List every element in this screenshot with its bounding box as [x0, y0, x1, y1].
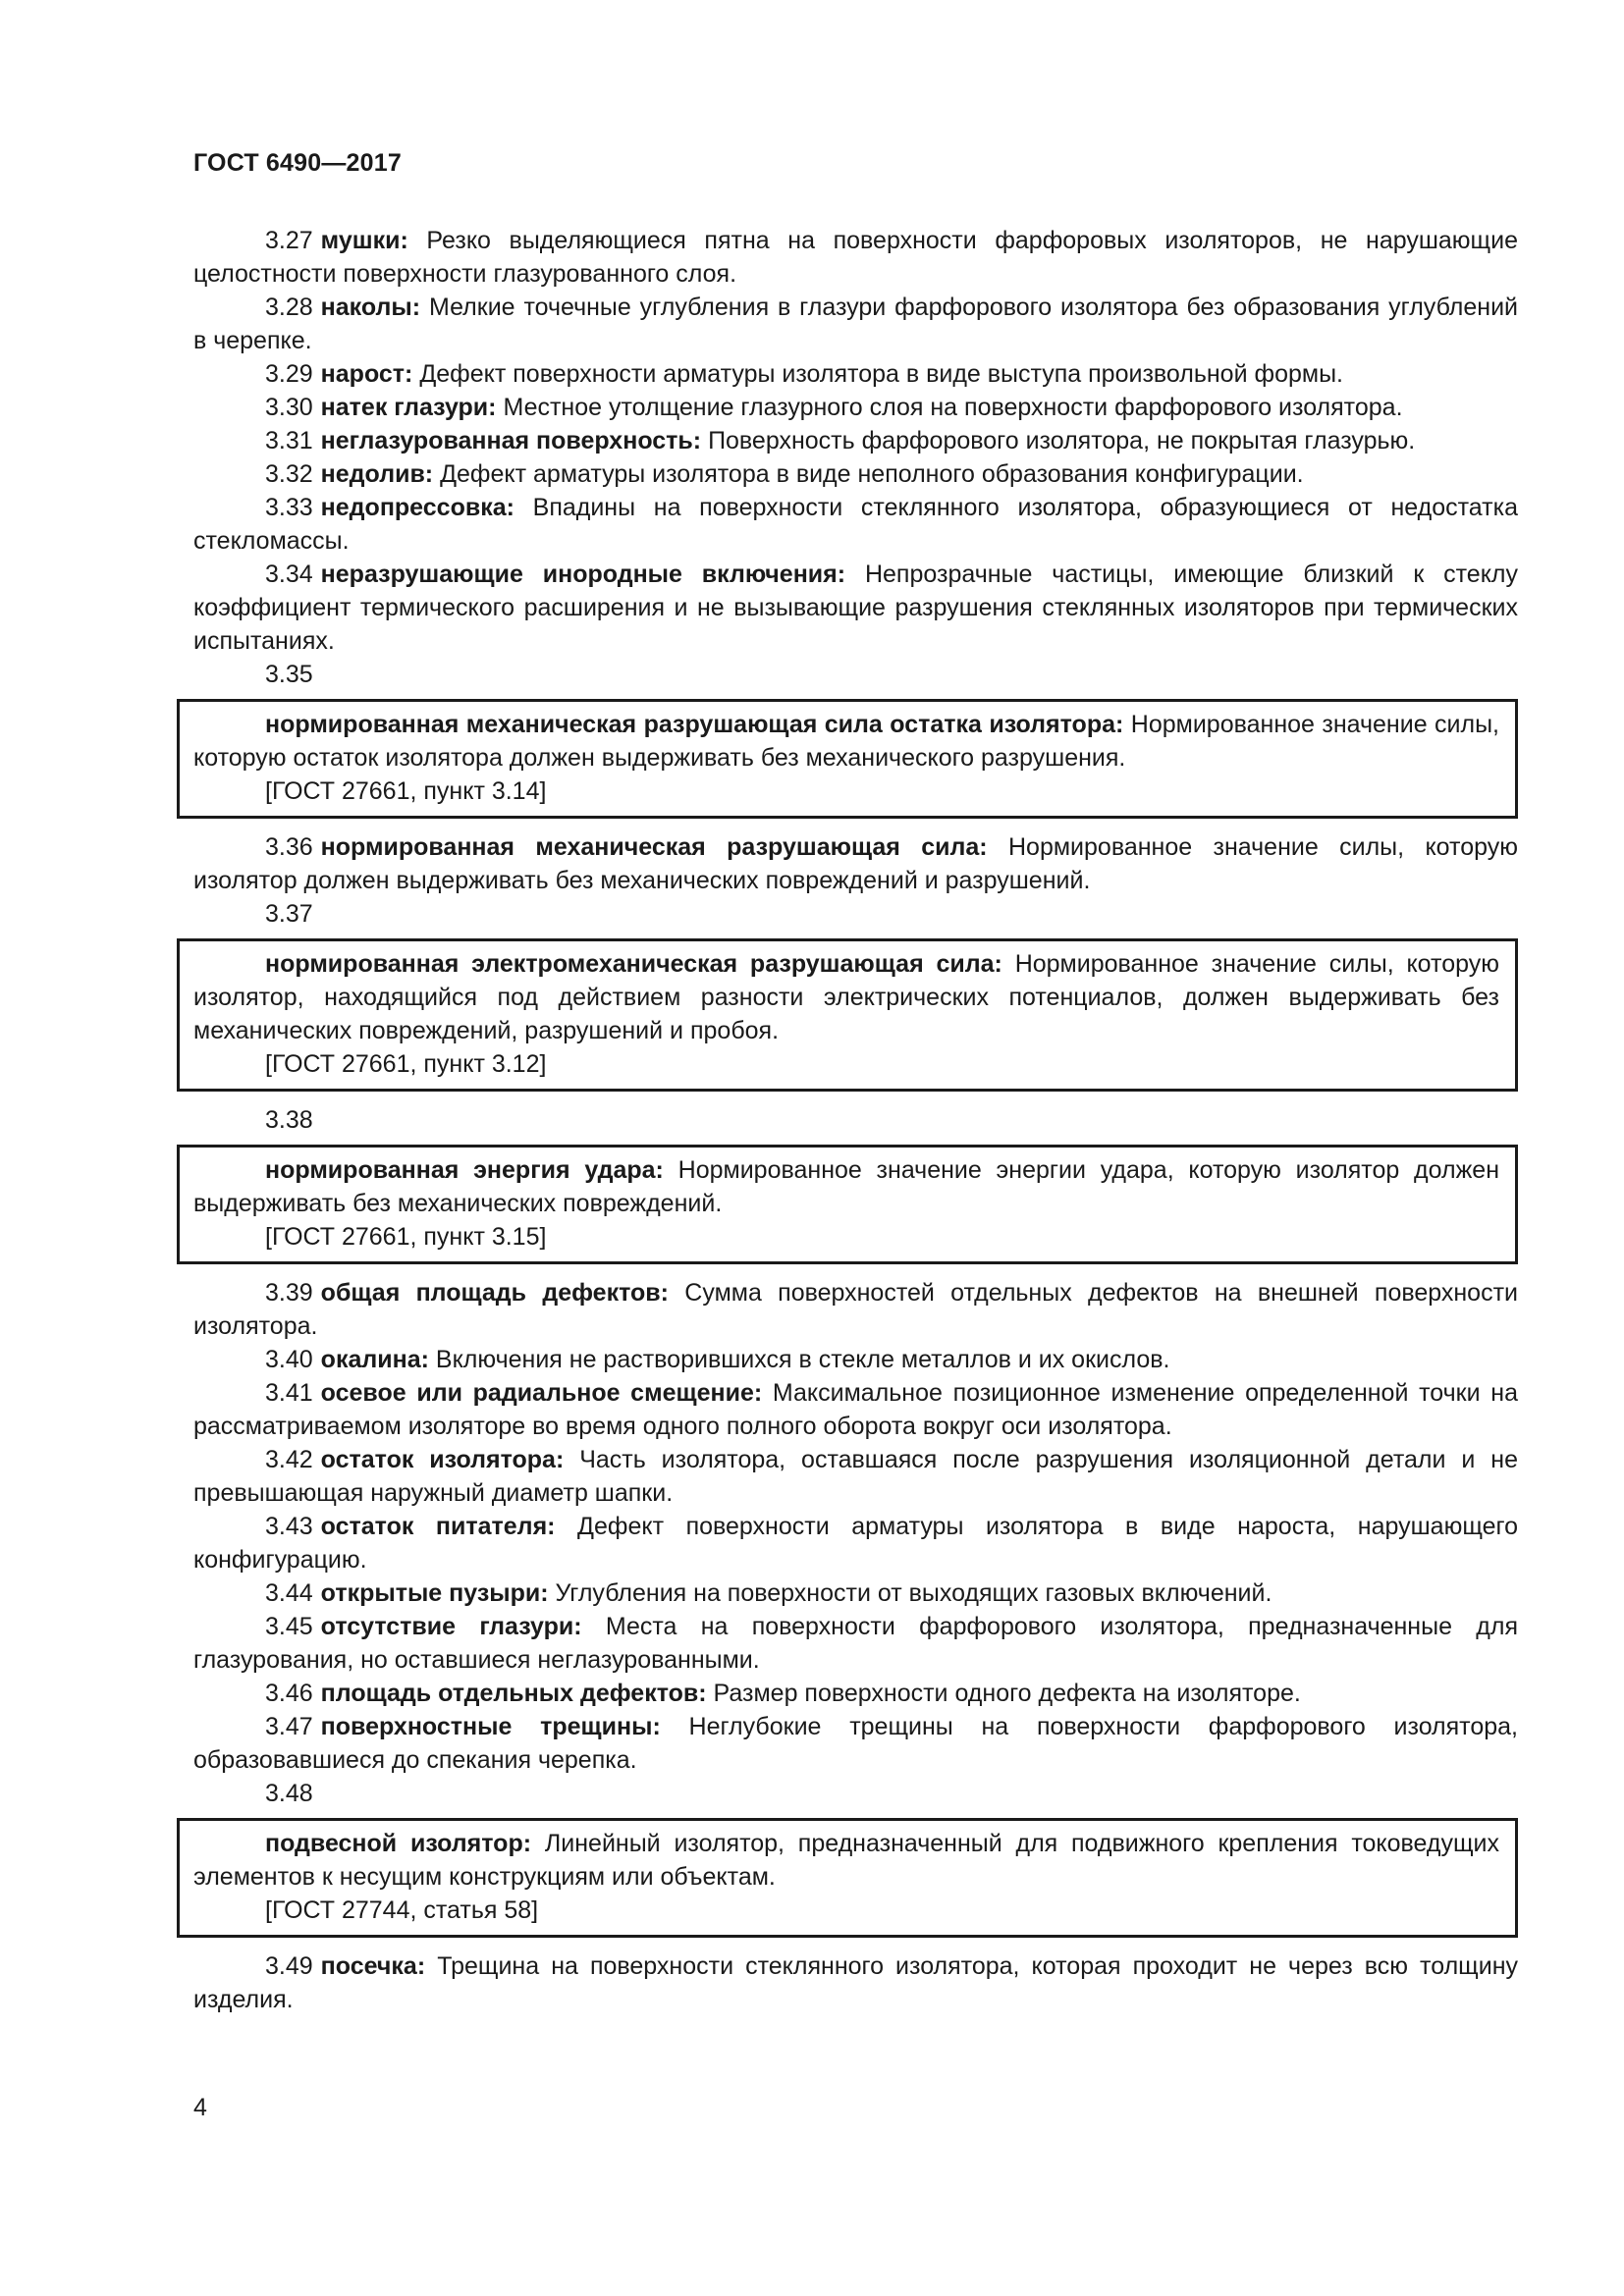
term-definition: Впадины на поверхности стеклянного изолятора, образующиеся от недостатка стекломассы.: [193, 494, 1518, 555]
term-entry: [193, 291, 1518, 357]
term-entry: [193, 558, 1518, 658]
term-entry: [193, 424, 1518, 457]
term-number: 3.29: [265, 360, 313, 388]
term-entry: [193, 1510, 1518, 1576]
term-entry: [193, 1343, 1518, 1376]
term-source-reference: [ГОСТ 27661, пункт 3.12]: [265, 1050, 547, 1078]
term-definition: Размер поверхности одного дефекта на изоляторе.: [713, 1680, 1301, 1707]
term-title: нормированная энергия удара:: [265, 1156, 664, 1184]
term-entry: [193, 224, 1518, 291]
term-title: недопрессовка:: [320, 494, 514, 521]
term-definition: Неглубокие трещины на поверхности фарфорового изолятора, образовавшиеся до спекания черепка.: [193, 1713, 1519, 1774]
term-source-reference: [ГОСТ 27744, статья 58]: [265, 1896, 539, 1924]
term-title: наколы:: [320, 294, 421, 321]
boxed-term-entry: [177, 1818, 1518, 1938]
term-definition: Углубления на поверхности от выходящих газовых включений.: [555, 1579, 1272, 1607]
term-paragraph: [193, 708, 1499, 774]
term-title: поверхностные трещины:: [320, 1713, 661, 1740]
term-definition: Линейный изолятор, предназначенный для подвижного крепления токоведущих элементов к несущим конструкциям или объектам.: [193, 1830, 1499, 1891]
term-title: посечка:: [320, 1952, 426, 1980]
term-source-reference: [ГОСТ 27661, пункт 3.15]: [265, 1223, 547, 1251]
term-number: 3.34: [265, 561, 313, 588]
term-entry: [193, 457, 1518, 491]
term-number: 3.49: [265, 1952, 313, 1980]
term-title: неглазурованная поверхность:: [320, 427, 702, 454]
term-number: 3.28: [265, 294, 313, 321]
term-definition: Непрозрачные частицы, имеющие близкий к стеклу коэффициент термического расширения и не вызывающие разрушения стеклянных изоляторов при термических испытаниях.: [193, 561, 1519, 655]
term-definition: Сумма поверхностей отдельных дефектов на внешней поверхности изолятора.: [193, 1279, 1519, 1340]
term-number: 3.33: [265, 494, 313, 521]
term-definition: Нормированное значение силы, которую изолятор, находящийся под действием разности электрических потенциалов, должен выдерживать без механических повреждений, разрушений и пробоя.: [193, 950, 1499, 1044]
term-title: нормированная электромеханическая разрушающая сила:: [265, 950, 1002, 978]
term-definition: Максимальное позиционное изменение определенной точки на рассматриваемом изоляторе во время одного полного оборота вокруг оси изолятора.: [193, 1379, 1518, 1440]
term-title: подвесной изолятор:: [265, 1830, 532, 1857]
term-definition: Дефект поверхности арматуры изолятора в виде выступа произвольной формы.: [419, 360, 1343, 388]
term-definition: Поверхность фарфорового изолятора, не покрытая глазурью.: [708, 427, 1416, 454]
term-title: остаток изолятора:: [320, 1446, 565, 1473]
term-title: мушки:: [320, 227, 408, 254]
term-title: отсутствие глазури:: [320, 1613, 582, 1640]
document-header: ГОСТ 6490—2017: [193, 149, 402, 177]
term-paragraph: [193, 1153, 1499, 1220]
term-number: 3.39: [265, 1279, 313, 1307]
term-number: 3.38: [265, 1106, 313, 1134]
term-number: 3.42: [265, 1446, 313, 1473]
term-entry: [193, 1710, 1518, 1777]
term-title: общая площадь дефектов:: [320, 1279, 669, 1307]
term-number: 3.27: [265, 227, 313, 254]
term-entry: [193, 491, 1518, 558]
term-definition: Нормированное значение силы, которую изолятор должен выдерживать без механических повреждений и разрушений.: [193, 833, 1518, 894]
term-definition: Нормированное значение энергии удара, которую изолятор должен выдерживать без механических повреждений.: [193, 1156, 1500, 1217]
term-number: 3.41: [265, 1379, 313, 1407]
term-number: 3.32: [265, 460, 313, 488]
term-definition: Местное утолщение глазурного слоя на поверхности фарфорового изолятора.: [503, 394, 1403, 421]
term-paragraph: [193, 947, 1499, 1047]
term-title: нормированная механическая разрушающая сила остатка изолятора:: [265, 711, 1124, 738]
term-paragraph: [193, 1827, 1499, 1894]
terms-list: [193, 224, 1518, 2016]
term-definition: Резко выделяющиеся пятна на поверхности фарфоровых изоляторов, не нарушающие целостности поверхности глазурованного слоя.: [193, 227, 1518, 288]
term-number: 3.37: [265, 900, 313, 928]
term-entry: [193, 1276, 1518, 1343]
term-definition: Часть изолятора, оставшаяся после разрушения изоляционной детали и не превышающая наружный диаметр шапки.: [193, 1446, 1518, 1507]
term-entry: [193, 1610, 1518, 1677]
term-number: 3.45: [265, 1613, 313, 1640]
term-definition: Дефект арматуры изолятора в виде неполного образования конфигурации.: [440, 460, 1304, 488]
term-title: площадь отдельных дефектов:: [320, 1680, 707, 1707]
term-source-reference: [ГОСТ 27661, пункт 3.14]: [265, 777, 547, 805]
term-entry: [193, 830, 1518, 897]
term-entry: [193, 1576, 1518, 1610]
term-entry: [193, 1949, 1518, 2016]
term-definition: Трещина на поверхности стеклянного изолятора, которая проходит не через всю толщину изделия.: [193, 1952, 1519, 2013]
term-number: 3.44: [265, 1579, 313, 1607]
term-definition: Нормированное значение силы, которую остаток изолятора должен выдерживать без механического разрушения.: [193, 711, 1500, 772]
term-title: открытые пузыри:: [320, 1579, 549, 1607]
term-entry: [193, 357, 1518, 391]
term-title: нормированная механическая разрушающая сила:: [320, 833, 988, 861]
term-title: недолив:: [320, 460, 434, 488]
term-definition: Включения не растворившихся в стекле металлов и их окислов.: [435, 1346, 1170, 1373]
term-number: 3.31: [265, 427, 313, 454]
term-number: 3.46: [265, 1680, 313, 1707]
term-number: 3.40: [265, 1346, 313, 1373]
term-title: неразрушающие инородные включения:: [320, 561, 846, 588]
term-number: 3.30: [265, 394, 313, 421]
boxed-term-entry: [177, 699, 1518, 819]
term-entry: [193, 1443, 1518, 1510]
boxed-term-entry: [177, 1145, 1518, 1264]
term-title: нарост:: [320, 360, 413, 388]
term-number: 3.35: [265, 661, 313, 688]
term-title: натек глазури:: [320, 394, 497, 421]
term-entry: [193, 1677, 1518, 1710]
term-number: 3.36: [265, 833, 313, 861]
term-title: остаток питателя:: [320, 1513, 556, 1540]
term-number: 3.48: [265, 1780, 313, 1807]
term-definition: Дефект поверхности арматуры изолятора в виде нароста, нарушающего конфигурацию.: [193, 1513, 1518, 1574]
term-number: 3.47: [265, 1713, 313, 1740]
term-title: окалина:: [320, 1346, 429, 1373]
term-title: осевое или радиальное смещение:: [320, 1379, 763, 1407]
term-entry: [193, 391, 1518, 424]
boxed-term-entry: [177, 938, 1518, 1092]
term-number: 3.43: [265, 1513, 313, 1540]
term-definition: Места на поверхности фарфорового изолятора, предназначенные для глазурования, но оставшиеся неглазурованными.: [193, 1613, 1518, 1674]
term-entry: [193, 1376, 1518, 1443]
page-number: 4: [193, 2094, 207, 2121]
term-definition: Мелкие точечные углубления в глазури фарфорового изолятора без образования углублений в черепке.: [193, 294, 1518, 354]
